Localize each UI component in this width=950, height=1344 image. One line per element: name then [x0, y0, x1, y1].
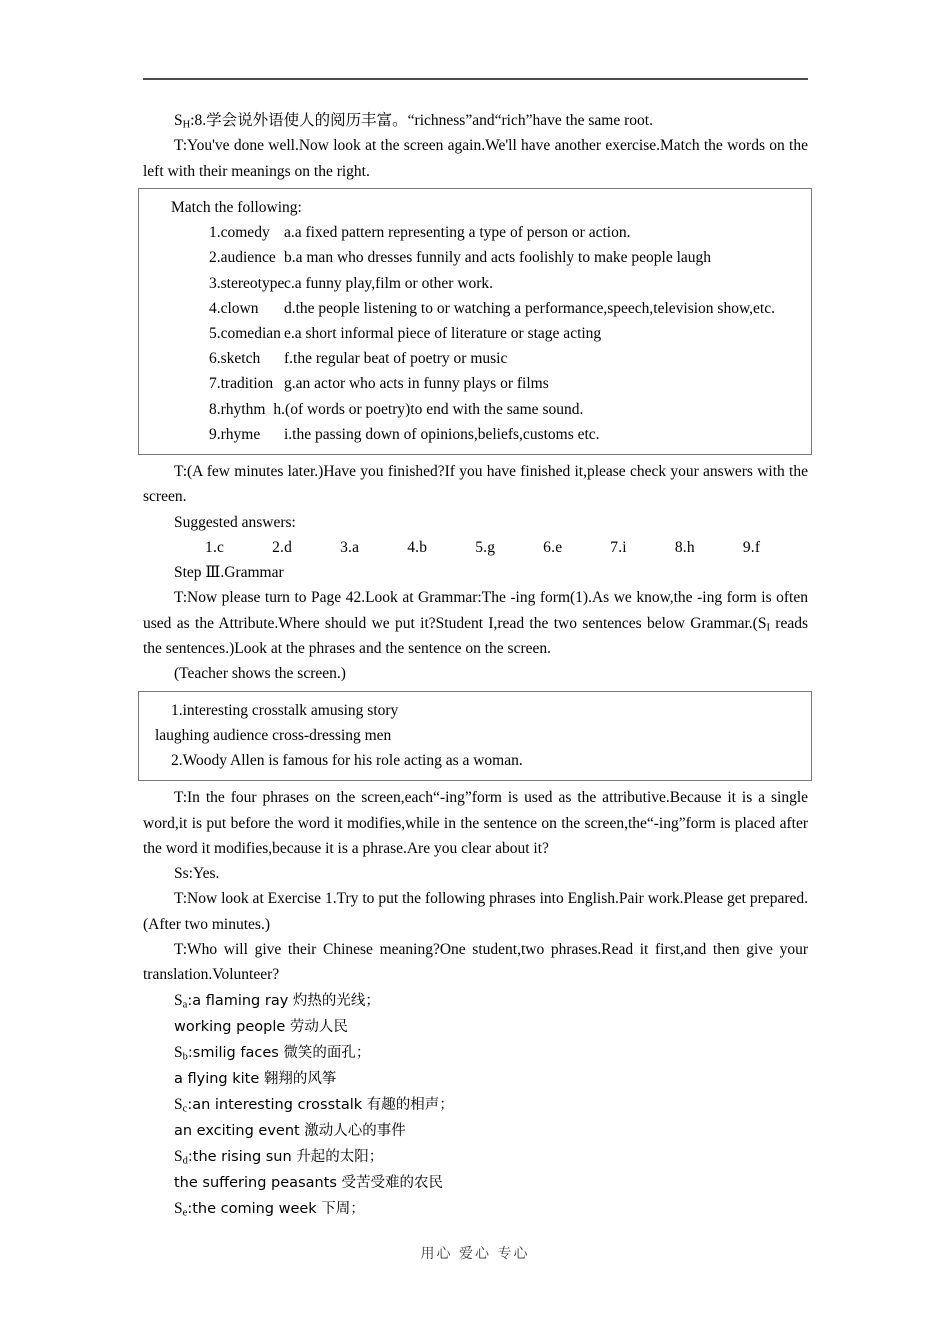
speaker-subscript-h: H — [182, 119, 191, 131]
match-definition: f.the regular beat of poetry or music — [284, 350, 508, 368]
match-definition: c.a funny play,film or other work. — [284, 274, 494, 292]
translation-text: an exciting event 激动人心的事件 — [174, 1122, 406, 1139]
students-yes-line: Ss:Yes. — [174, 865, 220, 883]
translation-text: working people 劳动人民 — [174, 1018, 348, 1035]
page-footer: 用心 爱心 专心 — [420, 1246, 530, 1262]
translation-line — [143, 1118, 808, 1144]
match-row — [147, 245, 803, 270]
translation-line — [143, 1040, 808, 1066]
translation-speaker: S — [174, 1199, 183, 1217]
student-h-line — [143, 108, 808, 133]
suggested-answers-label: Suggested answers: — [174, 513, 296, 531]
translation-line — [143, 1066, 808, 1092]
teacher-line-check-answers: T:(A few minutes later.)Have you finished?If you have finished it,please check your answers with the screen. — [143, 462, 808, 506]
answer-item: 9.f — [742, 538, 761, 556]
phrase-box-line-3: 2.Woody Allen is famous for his role acting as a woman. — [171, 752, 523, 769]
match-definition: h.(of words or poetry)to end with the same sound. — [273, 400, 584, 418]
answer-item: 5.g — [475, 538, 496, 556]
translation-speaker: S — [174, 991, 183, 1009]
phrase-box-line-2: laughing audience cross-dressing men — [155, 726, 392, 744]
translation-line — [143, 1014, 808, 1040]
translation-speaker-subscript: e — [182, 1206, 188, 1218]
translation-speaker: S — [174, 1147, 183, 1165]
student-subscript-i: I — [766, 622, 770, 634]
phrase-box-line-1: 1.interesting crosstalk amusing story — [171, 701, 399, 719]
answer-item: 3.a — [340, 538, 360, 556]
header-divider — [143, 78, 808, 80]
match-term: 4.clown — [209, 299, 259, 317]
match-definition: d.the people listening to or watching a performance,speech,television show,etc. — [284, 299, 775, 317]
translation-text: :the coming week 下周； — [187, 1200, 365, 1217]
translation-line — [143, 1170, 808, 1196]
answer-item: 6.e — [543, 538, 563, 556]
match-box-title: Match the following: — [171, 198, 302, 216]
translation-text: a flying kite 翱翔的风筝 — [174, 1070, 337, 1087]
match-term: 3.stereotype — [209, 274, 285, 292]
teacher-line-match-instruction: T:You've done well.Now look at the screen again.We'll have another exercise.Match the words on the left with their meanings on the right. — [143, 137, 808, 180]
teacher-shows-screen-note: (Teacher shows the screen.) — [174, 665, 346, 683]
match-term: 2.audience — [209, 249, 276, 267]
translation-speaker-subscript: a — [182, 998, 188, 1010]
step-three-heading: Step Ⅲ.Grammar — [174, 564, 284, 582]
translation-speaker-subscript: c — [182, 1102, 188, 1114]
match-term: 8.rhythm — [209, 400, 266, 418]
match-row — [147, 371, 803, 396]
match-row — [147, 397, 803, 422]
translation-line — [143, 1196, 808, 1222]
answer-item: 2.d — [272, 538, 293, 556]
speaker-label-sh: S — [174, 112, 183, 129]
translation-text: :an interesting crosstalk 有趣的相声； — [187, 1096, 454, 1113]
teacher-line-ing-explanation: T:In the four phrases on the screen,each“-ing”form is used as the attributive.Because it is a single word,it is put before the word it modifies,while in the sentence on the screen,the“-ing”form is placed after the word it modifies,because it is a phrase.Are you clear about it? — [143, 789, 808, 857]
grammar-intro-part-a: T:Now please turn to Page 42.Look at Grammar:The -ing form(1).As we know,the -ing form is often used as the Attribute.Where should we put it?Student I,read the two sentences below Grammar.(S — [143, 589, 808, 632]
match-definition: e.a short informal piece of literature or stage acting — [284, 324, 602, 342]
answer-item: 4.b — [407, 538, 428, 556]
match-row — [147, 296, 803, 321]
translation-line — [143, 988, 808, 1014]
translation-text: :a flaming ray 灼热的光线； — [187, 992, 380, 1009]
match-term: 9.rhyme — [209, 425, 261, 443]
translation-line — [143, 1144, 808, 1170]
suggested-answers-list — [143, 535, 808, 560]
match-definition: i.the passing down of opinions,beliefs,customs etc. — [284, 425, 600, 443]
translation-text: the suffering peasants 受苦受难的农民 — [174, 1174, 444, 1191]
phrase-example-box — [138, 691, 812, 782]
match-row — [147, 271, 803, 296]
match-definition: g.an actor who acts in funny plays or films — [284, 375, 549, 393]
translation-speaker: S — [174, 1043, 183, 1061]
match-row — [147, 220, 803, 245]
match-term: 7.tradition — [209, 375, 274, 393]
match-term: 1.comedy — [209, 224, 270, 242]
teacher-line-grammar-intro — [143, 585, 808, 661]
answer-item: 1.c — [205, 538, 225, 556]
match-term: 5.comedian — [209, 324, 281, 342]
match-row — [147, 346, 803, 371]
teacher-line-volunteer: T:Who will give their Chinese meaning?One student,two phrases.Read it first,and then give your translation.Volunteer? — [143, 940, 808, 984]
grammar-intro-part-b: reads the sentences.)Look at the phrases and the sentence on the screen. — [143, 614, 808, 657]
match-row — [147, 321, 803, 346]
match-row — [147, 422, 803, 447]
translation-line — [143, 1092, 808, 1118]
match-definition: a.a fixed pattern representing a type of person or action. — [284, 224, 631, 242]
document-content — [143, 78, 808, 1222]
match-exercise-box — [138, 188, 812, 455]
answer-item: 7.i — [610, 538, 627, 556]
match-definition: b.a man who dresses funnily and acts foolishly to make people laugh — [284, 249, 712, 267]
translation-speaker: S — [174, 1095, 183, 1113]
translation-speaker-subscript: d — [182, 1154, 188, 1166]
match-term: 6.sketch — [209, 350, 261, 368]
teacher-line-exercise-one: T:Now look at Exercise 1.Try to put the following phrases into English.Pair work.Please get prepared.(After two minutes.) — [143, 890, 808, 933]
answer-item: 8.h — [674, 538, 695, 556]
translation-speaker-subscript: b — [182, 1050, 188, 1062]
translation-text: :smilig faces 微笑的面孔； — [187, 1044, 371, 1061]
student-h-text: :8.学会说外语使人的阅历丰富。“richness”and“rich”have the same root. — [190, 112, 653, 129]
translation-text: :the rising sun 升起的太阳； — [187, 1148, 384, 1165]
